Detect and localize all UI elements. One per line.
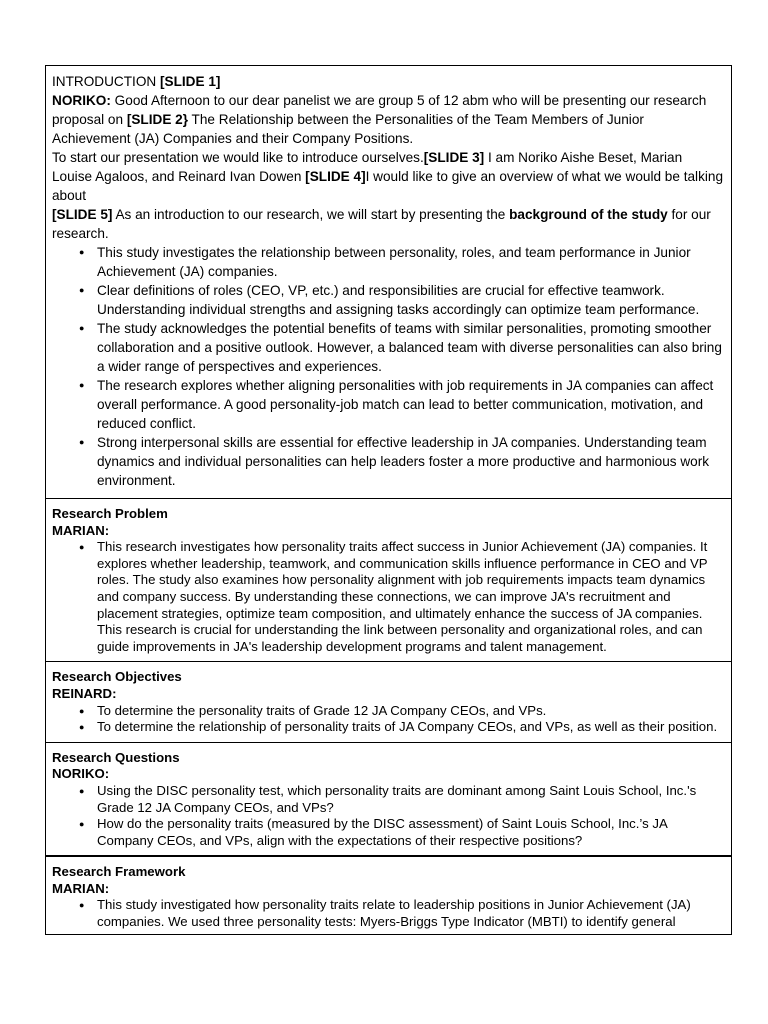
speaker-label [52,686,725,703]
research-objectives-section [46,661,731,741]
intro-text: I am Noriko Aishe Beset, Marian Louise Agaloos, and Reinard Ivan Dowen [52,150,683,184]
list-item: ● To determine the personality traits of Grade 12 JA Company CEOs, and VPs. [52,703,725,720]
list-item: ● Using the DISC personality test, which personality traits are dominant among Saint Louis School, Inc.'s Grade 12 JA Company CEOs, and VPs? [52,783,725,816]
list-item: ● This study investigates the relationship between personality, roles, and team performance in Junior Achievement (JA) companies. [52,243,725,281]
speaker-noriko: NORIKO: [52,93,111,108]
objectives-bullet-list [52,703,725,736]
slide-4-marker: [SLIDE 4] [305,169,366,184]
research-framework-section [46,855,731,933]
intro-text: The Relationship between the Personalities of the Team Members of Junior Achievement (JA) Companies and their Company Positions. [52,112,644,146]
speaker-marian: MARIAN: [52,880,110,896]
speaker-label [52,766,725,783]
list-item: ● The study acknowledges the potential benefits of teams with similar personalities, promoting smoother collaboration and a positive outlook. However, a balanced team with diverse personalities can also bring a wider range of perspectives and experiences. [52,319,725,376]
speaker-noriko: NORIKO: [52,766,110,782]
list-item: ● This study investigated how personality traits relate to leadership positions in Junior Achievement (JA) companies. We used three personality tests: Myers-Briggs Type Indicator (MBTI) to identify general [52,897,725,930]
list-item: ● To determine the relationship of personality traits of JA Company CEOs, and VPs, as well as their position. [52,719,725,736]
questions-bullet-list [52,783,725,849]
research-objectives-title: Research Objectives [52,669,182,685]
research-questions-title: Research Questions [52,749,180,765]
speaker-label [52,523,725,540]
list-item: ● The research explores whether aligning personalities with job requirements in JA companies can affect overall performance. A good personality-job match can lead to better communication, motivation, and reduced conflict. [52,376,725,433]
slide-2-marker: [SLIDE 2} [126,112,189,127]
intro-text: To start our presentation we would like to introduce ourselves. [52,150,424,165]
introduction-section [46,66,731,498]
list-item: ● Clear definitions of roles (CEO, VP, etc.) and responsibilities are crucial for effective teamwork. Understanding individual strengths and assigning tasks accordingly can optimize team performance. [52,281,725,319]
speaker-reinard: REINARD: [52,685,117,701]
problem-bullet-list [52,539,725,655]
intro-text: As an introduction to our research, we will start by presenting the [112,207,510,222]
intro-paragraph-3 [52,205,725,243]
intro-text: for our research. [52,207,711,241]
document-table [45,65,732,935]
section-title [52,864,725,881]
list-item: ● How do the personality traits (measured by the DISC assessment) of Saint Louis School, Inc.’s JA Company CEOs, and VPs, align with the expectations of their respective positions? [52,816,725,849]
section-title [52,750,725,767]
slide-3-marker: [SLIDE 3] [423,150,485,165]
intro-heading: INTRODUCTION [52,74,160,89]
section-title [52,669,725,686]
research-problem-section [46,498,731,661]
section-title [52,506,725,523]
background-bullet-list [52,243,725,490]
speaker-marian: MARIAN: [52,522,110,538]
framework-bullet-list [52,897,725,930]
intro-text: Good Afternoon to our dear panelist we are group 5 of 12 abm who will be presenting our research proposal on [52,93,707,127]
research-problem-title: Research Problem [52,506,168,521]
research-framework-title: Research Framework [52,864,186,880]
speaker-label [52,881,725,898]
slide-5-marker: [SLIDE 5] [52,207,113,222]
slide-1-marker: [SLIDE 1] [160,74,221,89]
list-item: ● Strong interpersonal skills are essential for effective leadership in JA companies. Understanding team dynamics and individual personalities can help leaders foster a more productive and harmonious work environment. [52,433,725,490]
intro-paragraph-2 [52,148,725,205]
intro-paragraph-1 [52,72,725,148]
research-questions-section [46,742,731,856]
intro-text: I would like to give an overview of what we would be talking about [52,169,724,203]
list-item: ● This research investigates how personality traits affect success in Junior Achievement (JA) companies. It explores whether leadership, teamwork, and communication skills influence performance in CEO and VP roles. The study also examines how personality alignment with job requirements impacts team dynamics and company success. By understanding these connections, we can improve JA's recruitment and placement strategies, optimize team composition, and ultimately enhance the success of JA companies. This research is crucial for understanding the link between personality and organizational roles, and can guide improvements in JA's leadership development programs and talent management. [52,539,725,655]
background-of-study-emphasis: background of the study [509,207,668,222]
